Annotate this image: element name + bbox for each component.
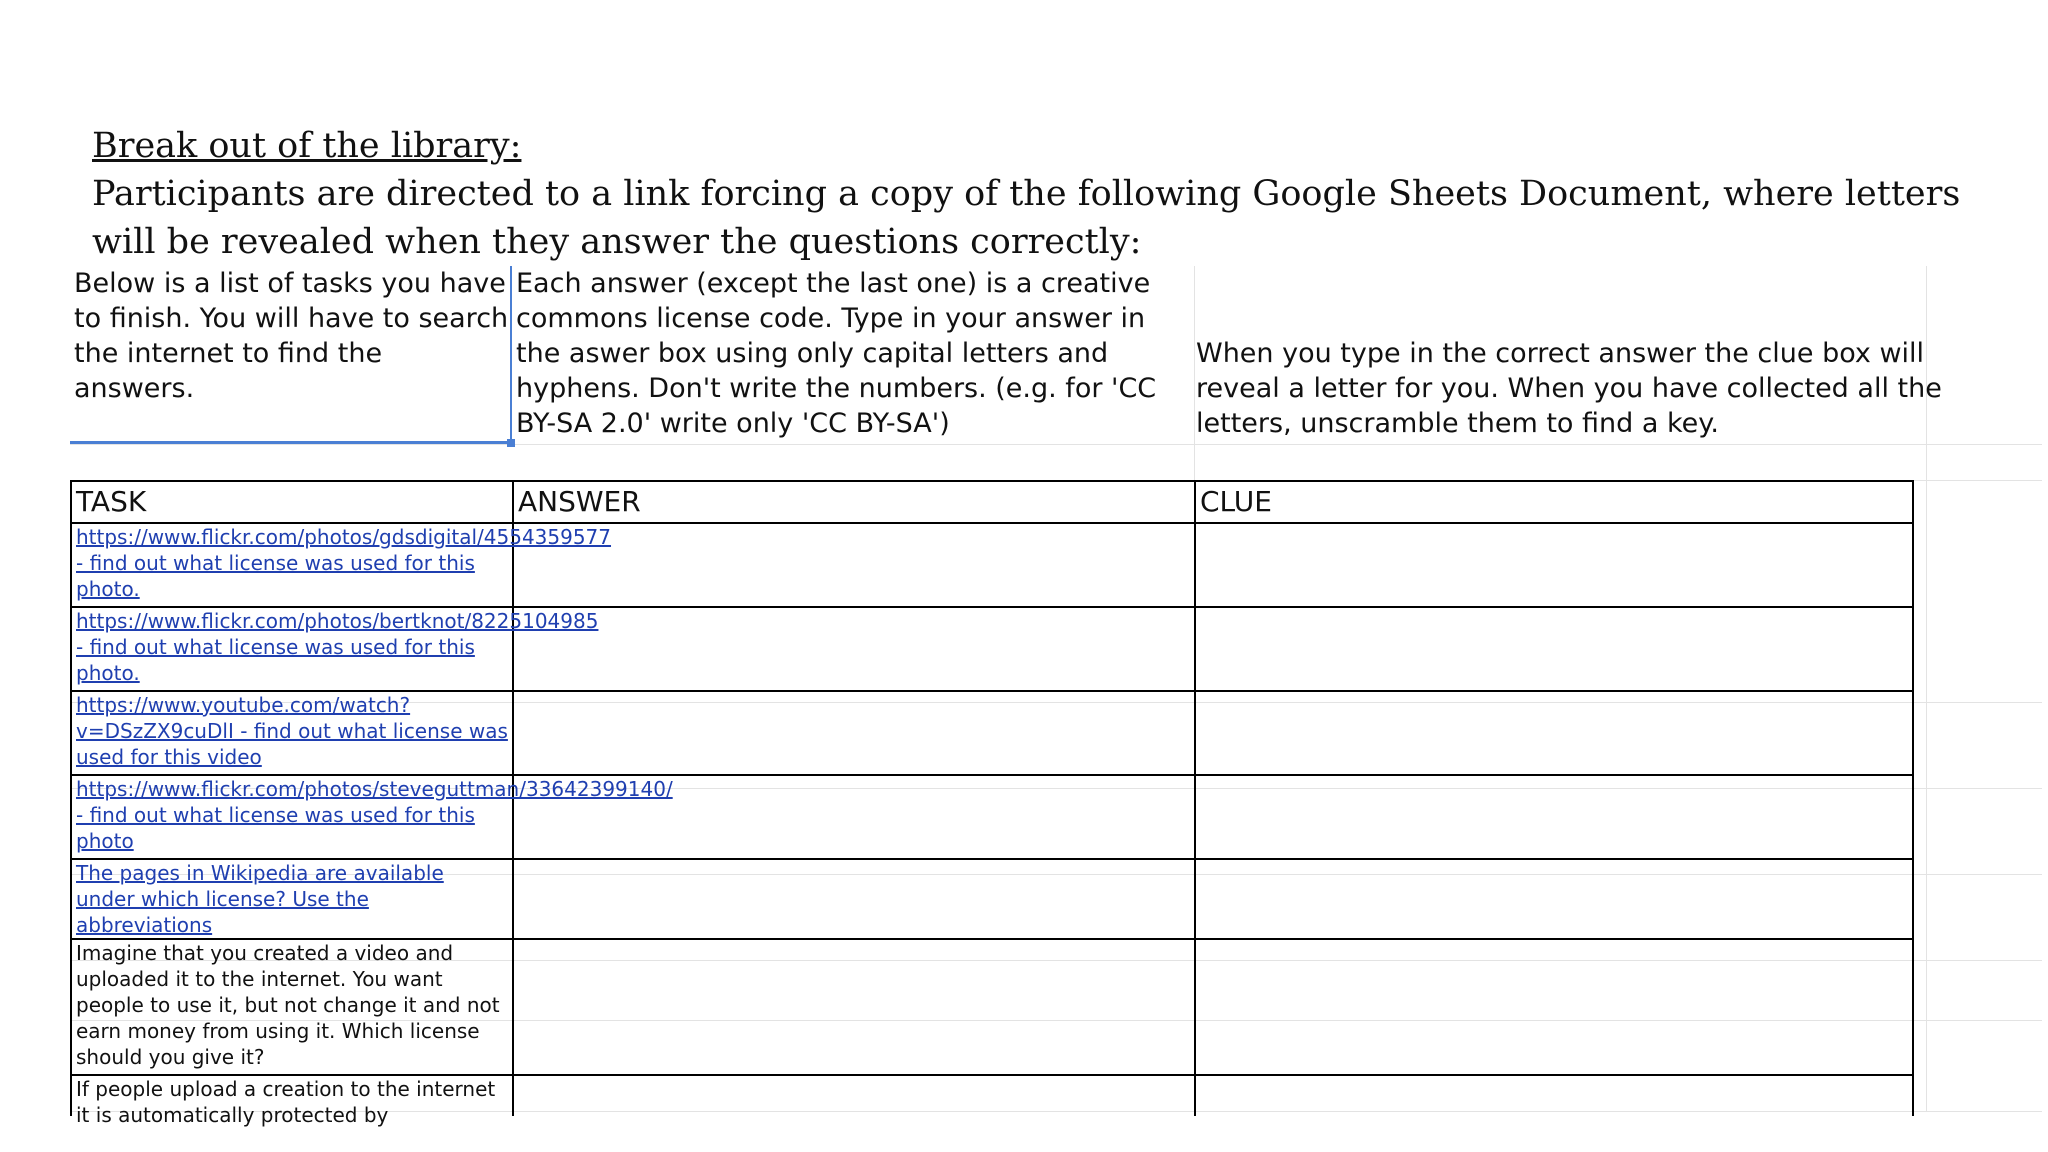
task-link[interactable]: The pages in Wikipedia are available under which license? Use the abbreviations — [76, 861, 444, 937]
table-row — [71, 939, 1913, 1075]
answer-cell[interactable] — [513, 939, 1195, 1075]
task-cell-clip — [76, 1076, 508, 1127]
task-link[interactable]: https://www.flickr.com/photos/gdsdigital/4554359577 - find out what license was used for this photo. — [76, 525, 612, 601]
gridline — [70, 444, 2042, 445]
cell-selection-border — [70, 441, 510, 444]
task-link[interactable]: https://www.flickr.com/photos/steveguttman/33642399140/ - find out what license was used for this photo — [76, 777, 673, 853]
intro-block — [92, 122, 1992, 266]
task-cell[interactable] — [71, 607, 599, 691]
answer-cell[interactable] — [513, 1075, 1195, 1116]
table-row — [71, 523, 1913, 607]
header-task: TASK — [71, 481, 513, 523]
intro-text: Participants are directed to a link forcing a copy of the following Google Sheets Document, where letters will be revealed when they answer the questions correctly: — [92, 174, 1961, 262]
instruction-cell-answers[interactable] — [516, 266, 1184, 442]
clue-cell — [1195, 939, 1913, 1075]
task-link[interactable]: https://www.flickr.com/photos/bertknot/8225104985 - find out what license was used for this photo. — [76, 609, 599, 685]
answer-cell[interactable] — [513, 691, 1195, 775]
table-row — [71, 775, 1913, 859]
spreadsheet-screenshot — [70, 266, 2042, 1127]
task-cell — [71, 939, 513, 1075]
task-cell[interactable] — [71, 523, 612, 607]
clue-cell — [1195, 523, 1913, 607]
instruction-cell-clues[interactable] — [1196, 336, 1986, 442]
clue-cell — [1195, 775, 1913, 859]
task-text: If people upload a creation to the internet it is automatically protected by — [76, 1077, 496, 1127]
table-row — [71, 1075, 1913, 1116]
header-answer: ANSWER — [513, 481, 1195, 523]
answer-cell[interactable] — [513, 523, 1195, 607]
clue-cell — [1195, 607, 1913, 691]
header-clue: CLUE — [1195, 481, 1913, 523]
instruction-text-answers: Each answer (except the last one) is a creative commons license code. Type in your answer in the aswer box using only capital letters and hyphens. Don't write the numbers. (e.g. for 'CC BY-SA 2.0' write only 'CC BY-SA') — [516, 268, 1157, 439]
table-row — [71, 607, 1913, 691]
answer-cell[interactable] — [513, 859, 1195, 939]
task-link[interactable]: https://www.youtube.com/watch?v=DSzZX9cuDlI - find out what license was used for this video — [76, 693, 508, 769]
task-cell[interactable] — [71, 691, 513, 775]
instruction-cell-tasks[interactable] — [74, 268, 510, 406]
instruction-text-clues: When you type in the correct answer the clue box will reveal a letter for you. When you have collected all the letters, unscramble them to find a key. — [1196, 338, 1942, 439]
table-row — [71, 859, 1913, 939]
clue-cell — [1195, 859, 1913, 939]
clue-cell — [1195, 1075, 1913, 1116]
table-header-row — [71, 481, 1913, 523]
task-cell[interactable] — [71, 775, 673, 859]
clue-cell — [1195, 691, 1913, 775]
task-text: Imagine that you created a video and uploaded it to the internet. You want people to use it, but not change it and not earn money from using it. Which license should you give it? — [76, 941, 500, 1069]
task-cell — [71, 1075, 513, 1127]
selection-fill-handle[interactable] — [507, 439, 515, 447]
instruction-text-tasks: Below is a list of tasks you have to finish. You will have to search the internet to find the answers. — [74, 268, 509, 404]
intro-heading: Break out of the library: — [92, 126, 522, 166]
table-row — [71, 691, 1913, 775]
task-cell[interactable] — [71, 859, 513, 939]
cell-selection-border — [510, 266, 512, 444]
task-table — [70, 480, 1914, 1127]
answer-cell[interactable] — [513, 607, 1195, 691]
